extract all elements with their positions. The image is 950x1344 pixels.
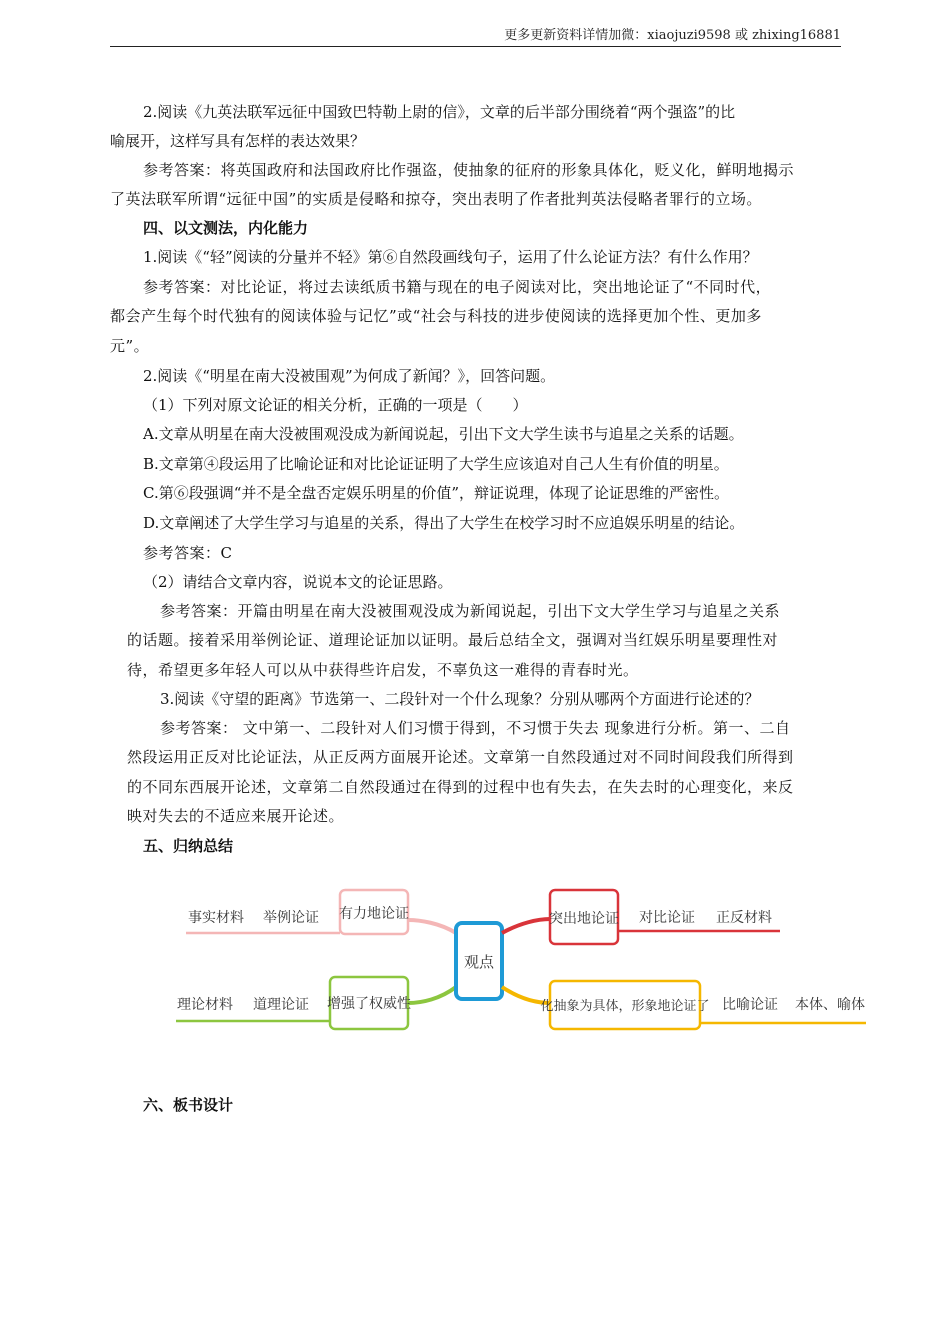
sub2-answer: 参考答案：开篇由明星在南大没被围观没成为新闻说起，引出下文大学生学习与追星之关系 (160, 602, 781, 620)
page-header: 更多更新资料详情加微：xiaojuzi9598 或 zhixing16881 (110, 28, 841, 47)
mindmap-label-right-top-1: 突出地论证 (549, 911, 619, 927)
mindmap-label-left-bottom-1: 增强了权威性 (327, 996, 411, 1012)
q2-answer-cont: 了英法联军所谓“远征中国”的实质是侵略和掠夺，突出表明了作者批判英法侵略者罪行的立场。 (110, 190, 762, 208)
q3-answer-2: 然段运用正反对比论证法，从正反两方面展开论述。文章第一自然段通过对不同时间段我们所得到 (127, 748, 794, 766)
s4-q1-answer-2: 都会产生每个时代独有的阅读体验与记忆”或“社会与科技的进步使阅读的选择更加个性、更加多 (110, 307, 762, 325)
section-four-heading: 四、以文测法，内化能力 (143, 219, 309, 237)
mindmap-label-left-top-1: 有力地论证 (339, 906, 409, 922)
mindmap-label-left-bottom-3: 理论材料 (177, 997, 233, 1013)
s4-q2-sub1: （1）下列对原文论证的相关分析，正确的一项是（ ） (143, 396, 528, 414)
section-six-heading: 六、板书设计 (143, 1096, 234, 1114)
option-b: B.文章第④段运用了比喻论证和对比论证证明了大学生应该追对自己人生有价值的明星。 (143, 455, 729, 473)
q3-answer: 参考答案： 文中第一、二段针对人们习惯于得到，不习惯于失去 现象进行分析。第一、二自 (160, 719, 791, 737)
sub2-answer-2: 的话题。接着采用举例论证、道理论证加以证明。最后总结全文，强调对当红娱乐明星要理性对 (127, 631, 779, 649)
q2-text: 2.阅读《九英法联军远征中国致巴特勒上尉的信》，文章的后半部分围绕着“两个强盗”的比 (143, 103, 736, 121)
s4-q2-text: 2.阅读《“明星在南大没被围观”为何成了新闻？》，回答问题。 (143, 367, 556, 385)
option-c: C.第⑥段强调“并不是全盘否定娱乐明星的价值”，辩证说理，体现了论证思维的严密性。 (143, 484, 730, 502)
mindmap-label-right-bottom-3: 本体、喻体 (795, 997, 865, 1013)
s4-q1-answer: 参考答案：对比论证，将过去读纸质书籍与现在的电子阅读对比，突出地论证了“不同时代， (143, 278, 772, 296)
mindmap-branch-left-bottom (408, 987, 456, 1003)
mindmap-label-left-bottom-2: 道理论证 (253, 997, 309, 1013)
s4-q2-sub2: （2）请结合文章内容，说说本文的论证思路。 (143, 573, 453, 591)
mindmap-label-right-top-3: 正反材料 (716, 910, 772, 926)
option-a: A.文章从明星在南大没被围观没成为新闻说起，引出下文大学生读书与追星之关系的话题。 (143, 425, 744, 443)
mindmap-label-right-bottom-2: 比喻论证 (722, 997, 778, 1013)
s4-q1-answer-3: 元”。 (110, 337, 150, 355)
mindmap-label-left-top-2: 举例论证 (263, 910, 319, 926)
mindmap-branch-right-top (502, 919, 550, 933)
mindmap-branch-left-top (408, 920, 456, 933)
sub2-answer-3: 待，希望更多年轻人可以从中获得些许启发，不辜负这一难得的青春时光。 (127, 661, 639, 679)
q2-text-cont: 喻展开，这样写具有怎样的表达效果？ (110, 132, 366, 150)
mindmap-label-right-top-2: 对比论证 (639, 910, 695, 926)
section-five-heading: 五、归纳总结 (143, 837, 234, 855)
sub1-answer: 参考答案：C (143, 544, 233, 562)
mindmap-label-right-bottom-1: 化抽象为具体，形象地论证了 (540, 999, 710, 1014)
s4-q1-text: 1.阅读《“轻”阅读的分量并不轻》第⑥自然段画线句子，运用了什么论证方法？有什么作用？ (143, 248, 758, 266)
s4-q3-text: 3.阅读《守望的距离》节选第一、二段针对一个什么现象？分别从哪两个方面进行论述的？ (160, 690, 760, 708)
q2-answer: 参考答案：将英国政府和法国政府比作强盗，使抽象的征府的形象具体化，贬义化，鲜明地揭示 (143, 161, 795, 179)
mind-map (0, 875, 950, 1055)
mindmap-center-label: 观点 (463, 953, 495, 971)
mindmap-label-left-top-3: 事实材料 (188, 910, 244, 926)
q3-answer-4: 映对失去的不适应来展开论述。 (127, 807, 345, 825)
q3-answer-3: 的不同东西展开论述，文章第二自然段通过在得到的过程中也有失去，在失去时的心理变化，来反 (127, 778, 794, 796)
option-d: D.文章阐述了大学生学习与追星的关系，得出了大学生在校学习时不应追娱乐明星的结论。 (143, 514, 745, 532)
